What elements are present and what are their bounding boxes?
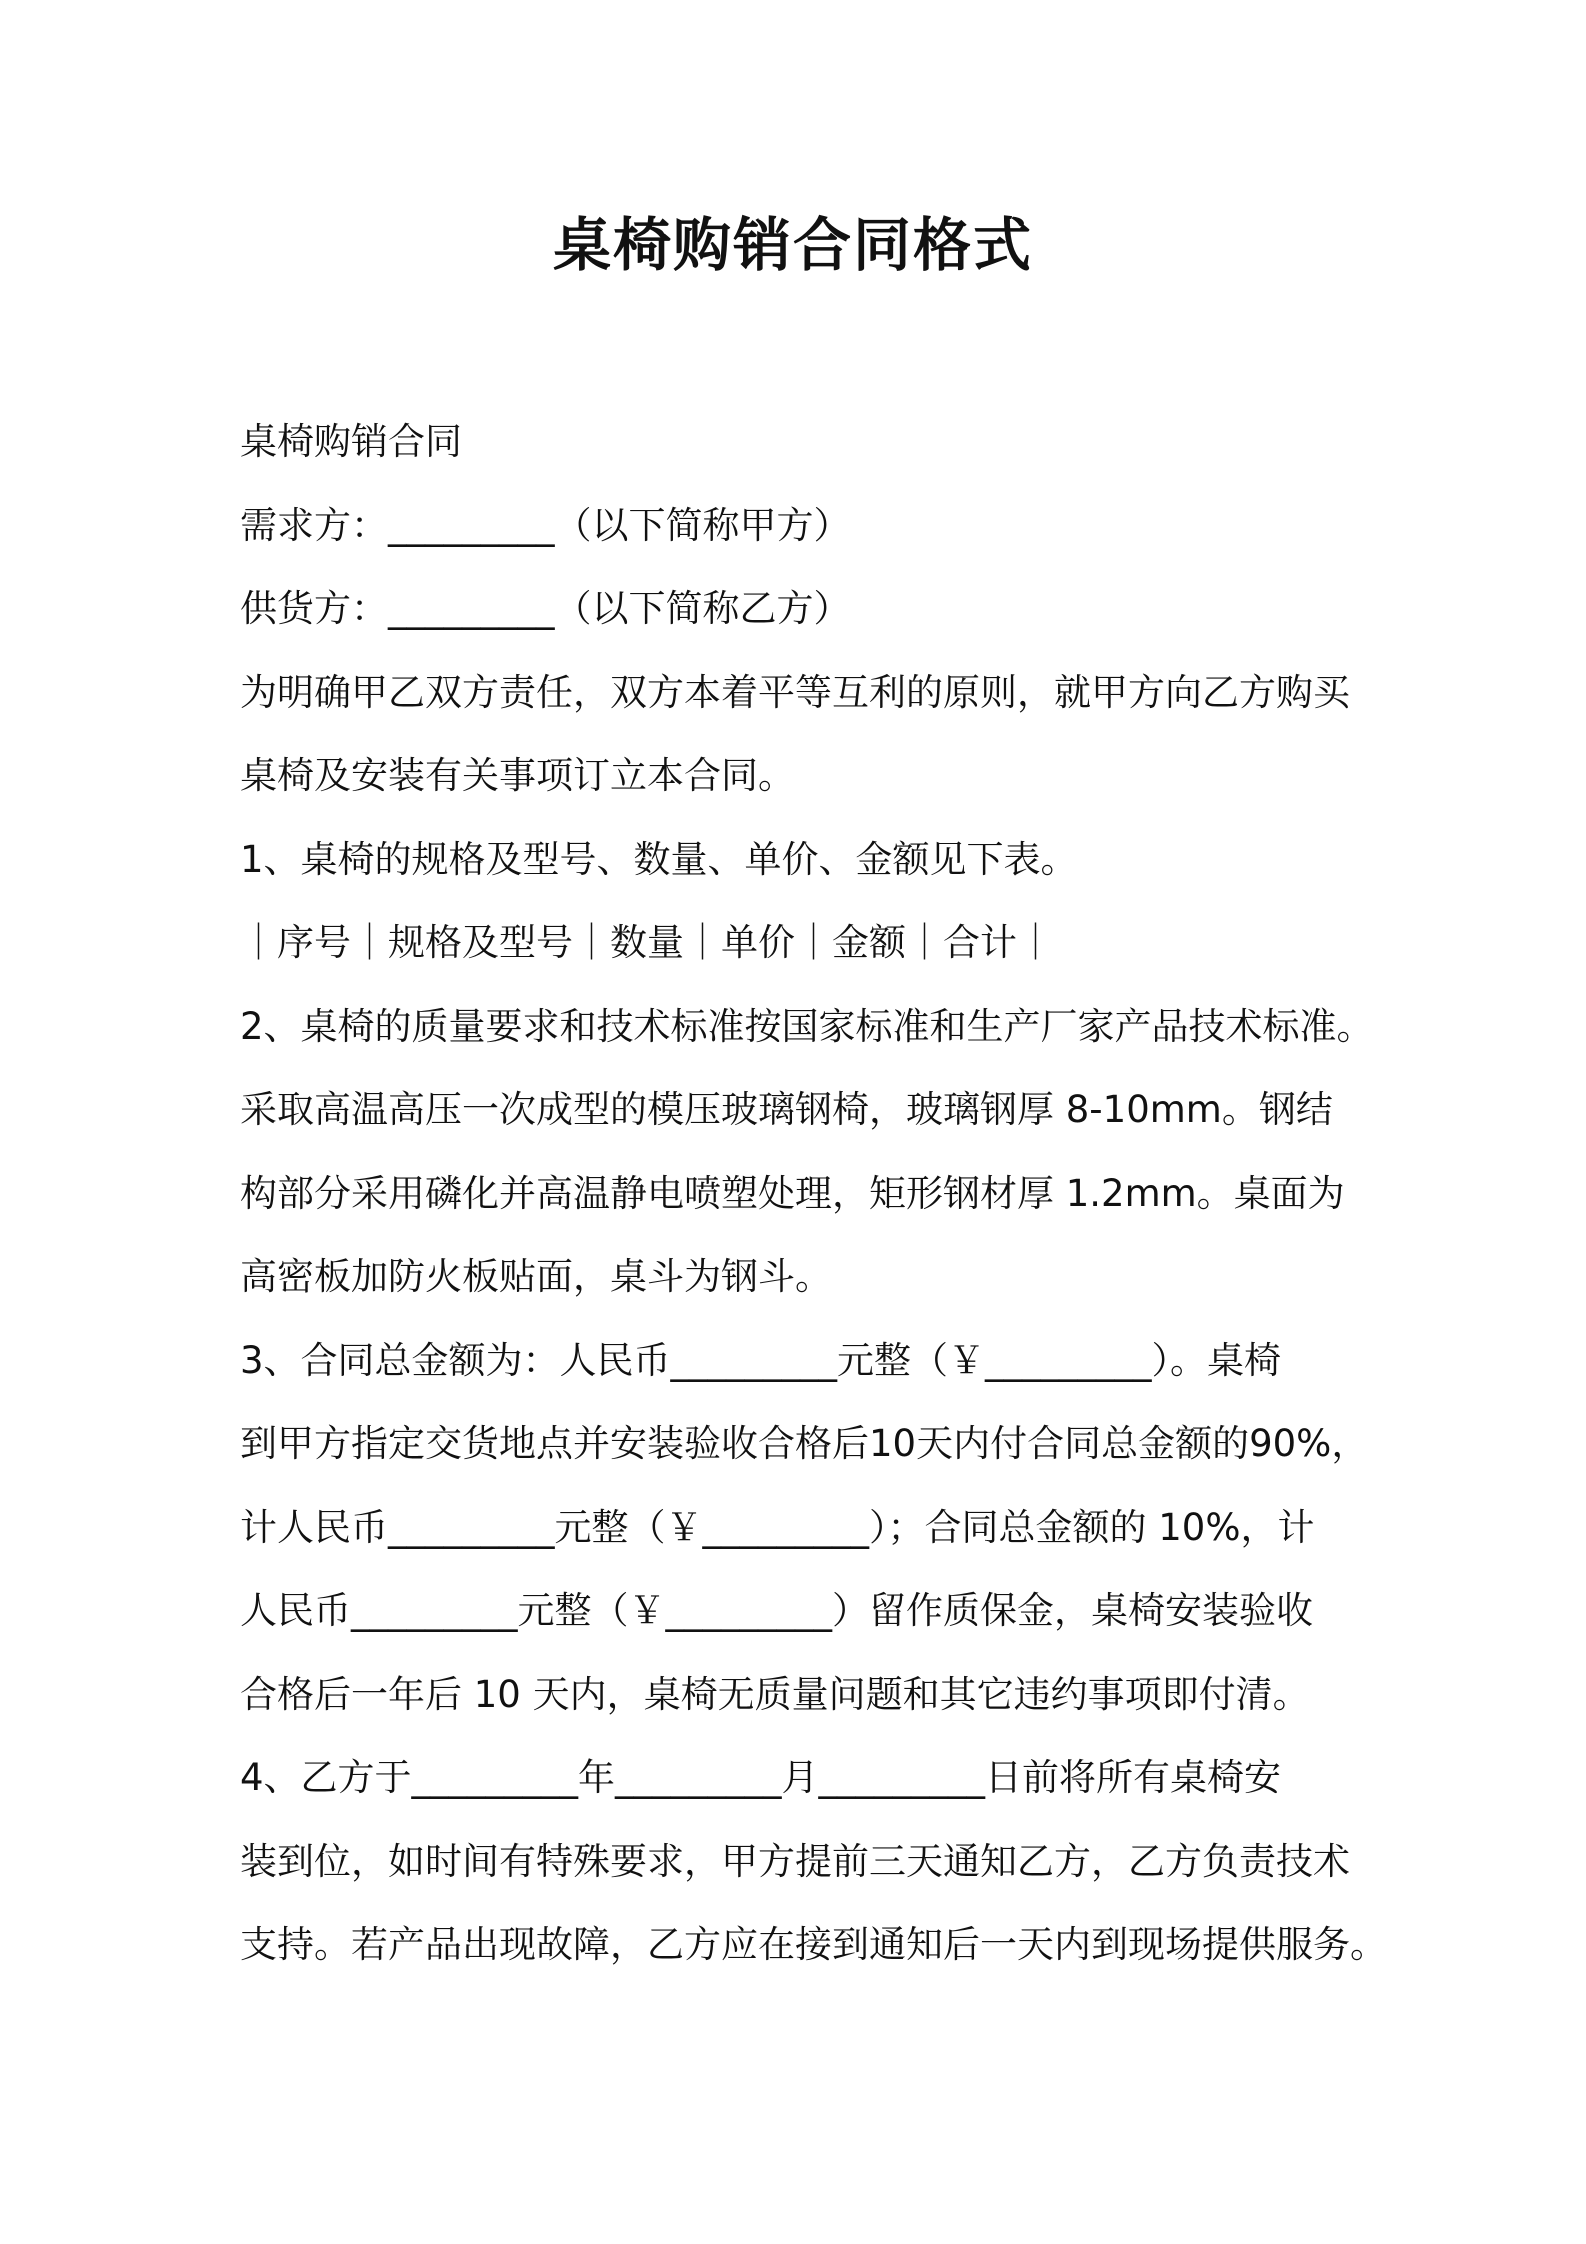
document-body xyxy=(240,400,1400,1987)
clause-4-line-1: 4、乙方于_________年_________月_________日前将所有桌椅安 xyxy=(240,1756,1282,1799)
clause-2-line-3: 构部分采用磷化并高温静电喷塑处理，矩形钢材厚 1.2mm。桌面为 xyxy=(240,1171,1345,1215)
clause-3-line-1: 3、合同总金额为：人民币_________元整（￥_________）。桌椅 xyxy=(240,1338,1282,1382)
clause-2-line-4: 高密板加防火板贴面，桌斗为钢斗。 xyxy=(240,1255,832,1298)
document-title: 桌椅购销合同格式 xyxy=(552,211,1033,279)
clause-4-line-3: 支持。若产品出现故障，乙方应在接到通知后一天内到现场提供服务。 xyxy=(240,1923,1387,1966)
preamble-line-1: 为明确甲乙双方责任，双方本着平等互利的原则，就甲方向乙方购买 xyxy=(240,670,1350,714)
clause-2-line-1: 2、桌椅的质量要求和技术标准按国家标准和生产厂家产品技术标准。 xyxy=(240,1004,1374,1048)
clause-4-line-2: 装到位，如时间有特殊要求，甲方提前三天通知乙方，乙方负责技术 xyxy=(240,1839,1350,1883)
clause-3-line-5: 合格后一年后 10 天内，桌椅无质量问题和其它违约事项即付清。 xyxy=(240,1672,1310,1716)
clause-3-line-4: 人民币_________元整（￥_________）留作质保金，桌椅安装验收 xyxy=(240,1589,1313,1632)
table-header-line: ｜序号｜规格及型号｜数量｜单价｜金额｜合计｜ xyxy=(240,921,1054,964)
buyer-line: 需求方：_________（以下简称甲方） xyxy=(240,503,851,547)
clause-1-line: 1、桌椅的规格及型号、数量、单价、金额见下表。 xyxy=(240,837,1078,881)
clause-3-line-3: 计人民币_________元整（￥_________）；合同总金额的 10%，计 xyxy=(240,1505,1315,1549)
clause-2-line-2: 采取高温高压一次成型的模压玻璃钢椅，玻璃钢厚 8-10mm。钢结 xyxy=(240,1088,1333,1131)
clause-3-line-2: 到甲方指定交货地点并安装验收合格后10天内付合同总金额的90%， xyxy=(240,1422,1369,1465)
subtitle-line: 桌椅购销合同 xyxy=(240,420,462,463)
supplier-line: 供货方：_________（以下简称乙方） xyxy=(240,587,851,630)
preamble-line-2: 桌椅及安装有关事项订立本合同。 xyxy=(240,754,795,797)
